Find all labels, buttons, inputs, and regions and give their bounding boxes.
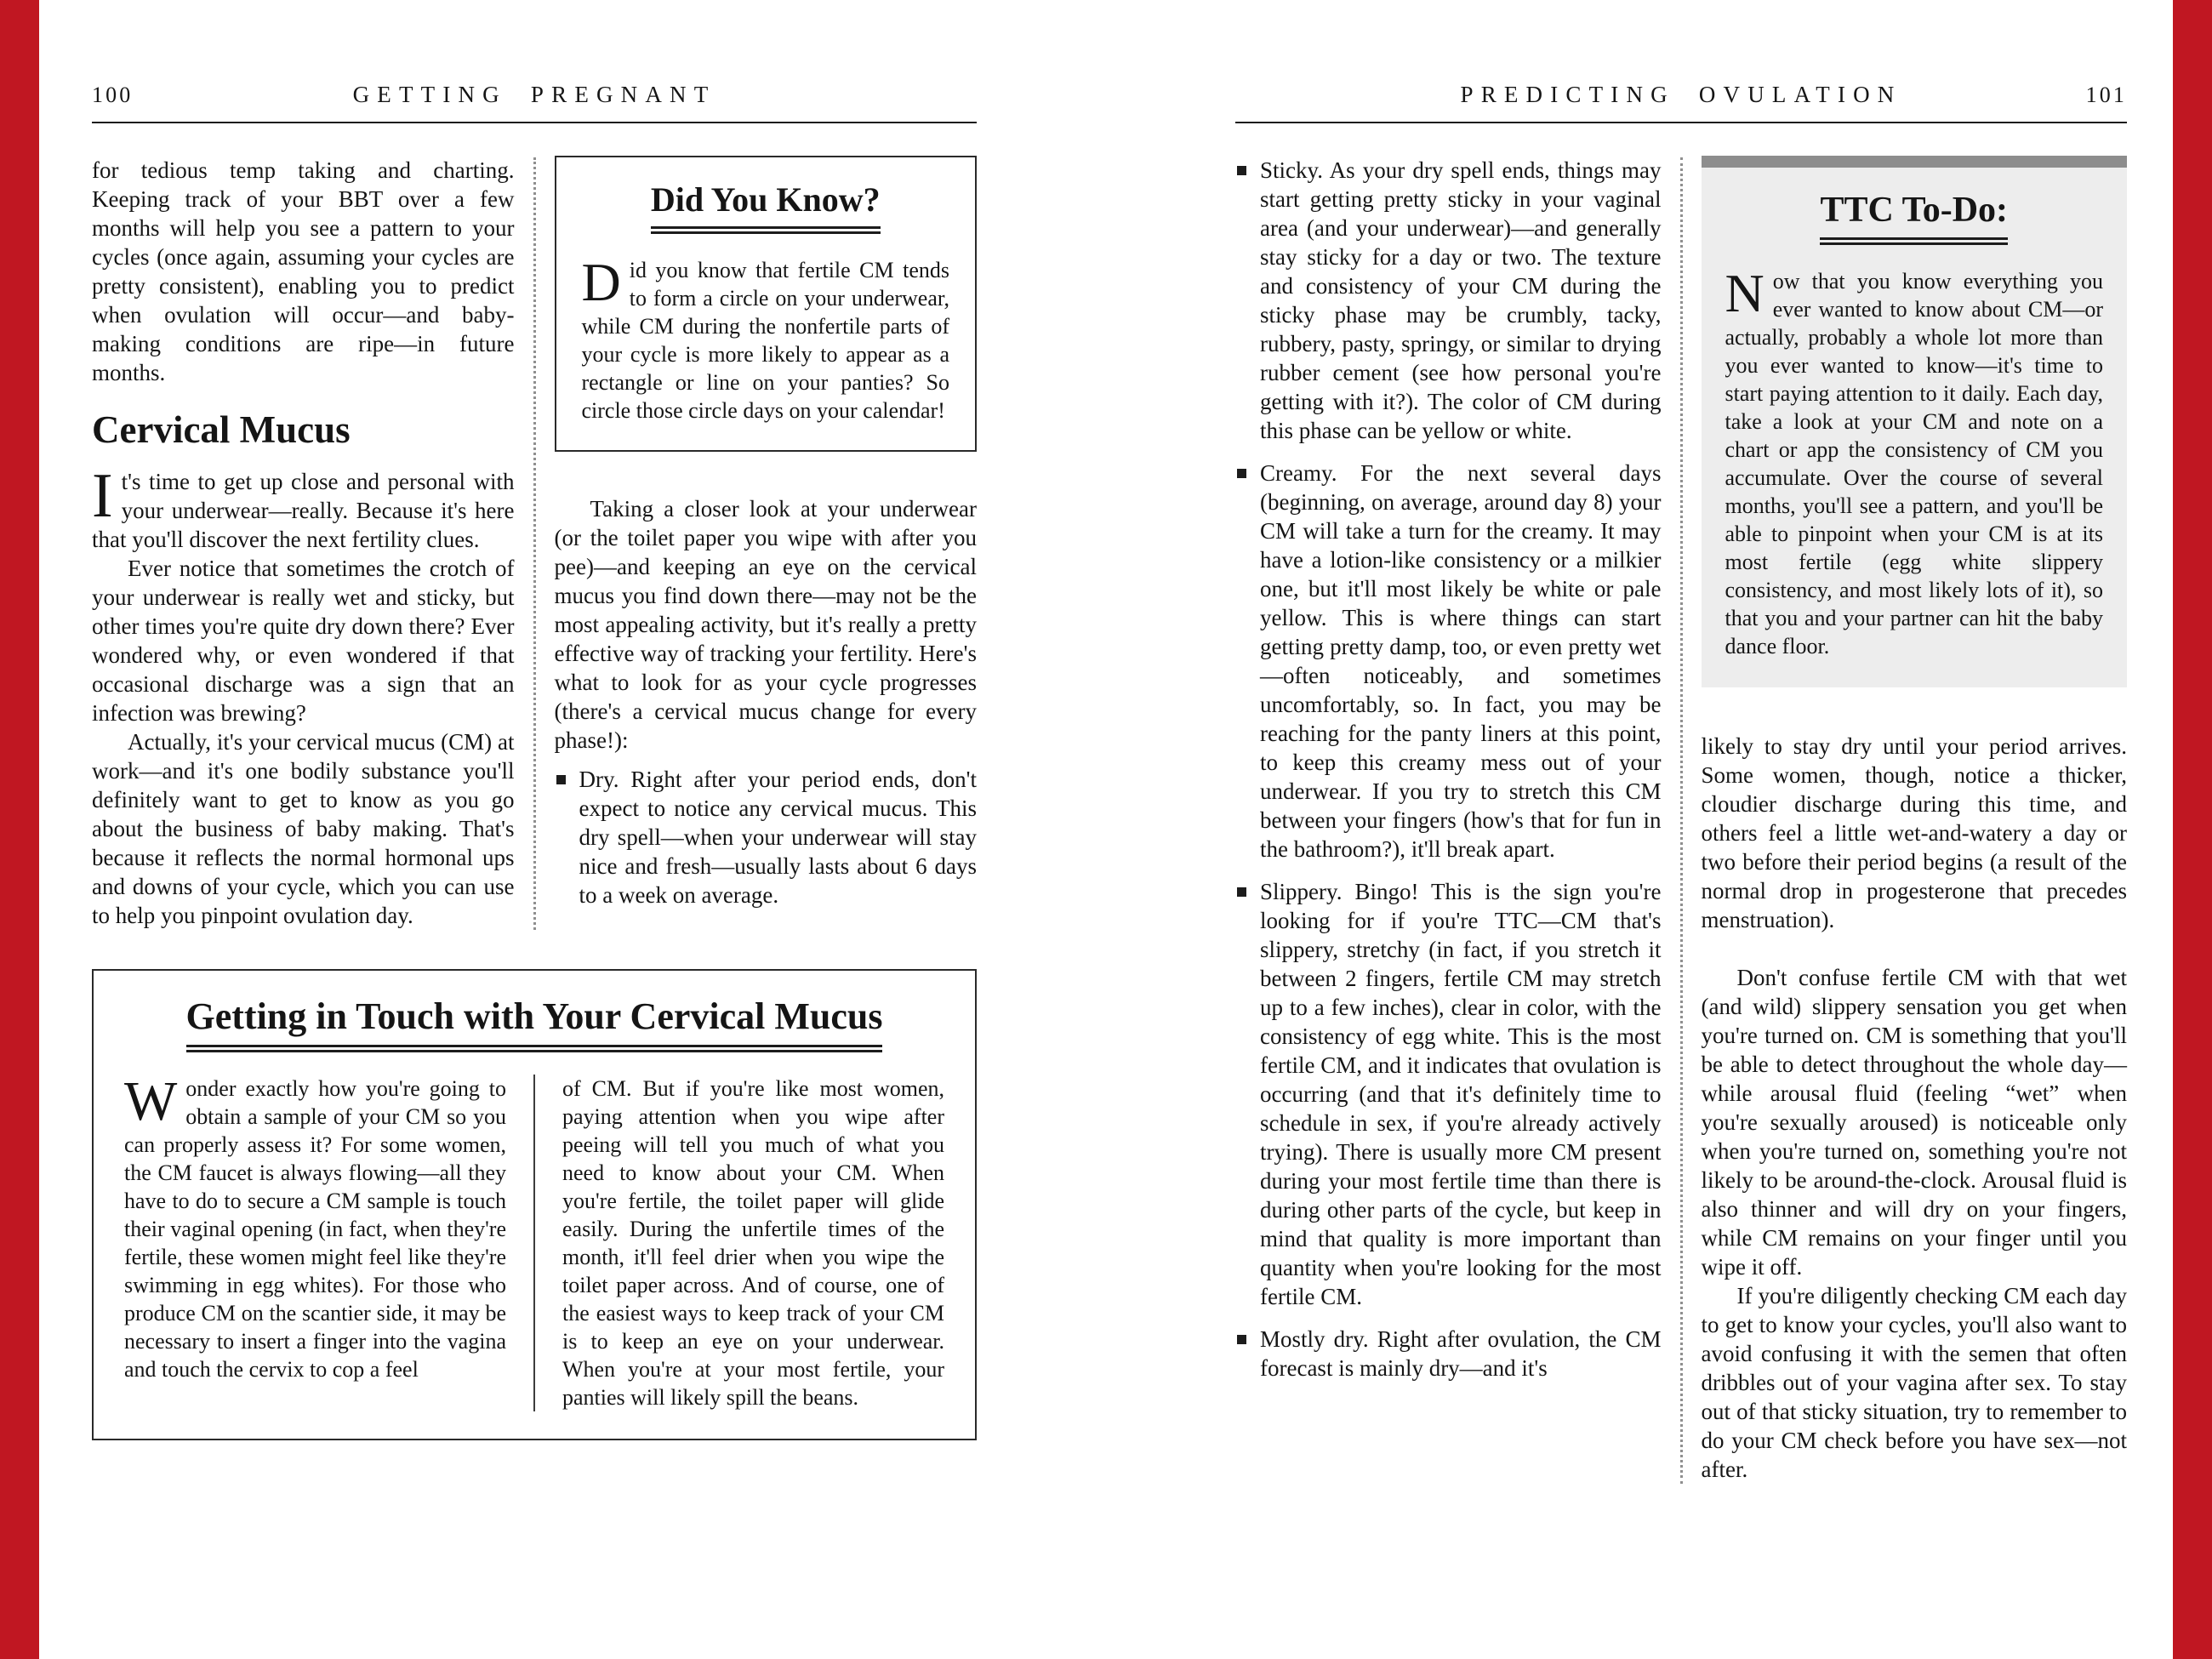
page-100 [92, 82, 977, 1440]
getting-in-touch-columns [124, 1069, 944, 1411]
did-you-know-box [555, 156, 978, 452]
dropcap-letter-w: W [124, 1069, 178, 1132]
bullet-item-creamy [1235, 459, 1662, 864]
ttc-to-do-title: TTC To-Do: [1820, 190, 2008, 245]
cervical-mucus-paragraph-1 [92, 460, 515, 554]
bullet-square-icon [1237, 1335, 1246, 1344]
bullet-square-icon [556, 775, 566, 784]
dropcap-letter-i: I [92, 460, 113, 531]
ttc-to-do-box [1702, 156, 2128, 687]
column-divider-dotted-left-page [533, 157, 536, 930]
bullet-item-slippery [1235, 877, 1662, 1311]
getting-in-touch-title-row [124, 995, 944, 1052]
bullet-square-icon [1237, 887, 1246, 897]
getting-in-touch-title: Getting in Touch with Your Cervical Mucus [186, 995, 883, 1052]
bullet-item-dry [555, 765, 978, 909]
getting-in-touch-column-2 [533, 1075, 944, 1411]
semen-paragraph: If you're diligently checking CM each day to get to know your cycles, you'll also want to avoid confusing it with the semen that often dribbles out of your vagina after sex. To stay out of that sticky situation, try to remember to do your CM check before you have sex—not after. [1701, 1283, 2127, 1482]
getting-in-touch-body-1 [124, 1069, 506, 1383]
did-you-know-body [581, 252, 950, 425]
bullet-text-mostly-dry: Mostly dry. Right after ovulation, the CM forecast is mainly dry—and it's [1260, 1326, 1662, 1381]
running-head-right: PREDICTING OVULATION [1460, 82, 1902, 107]
cervical-mucus-paragraph-2: Ever notice that sometimes the crotch of your underwear is really wet and sticky, but other times you're quite dry down there? Ever wondered why, or even wondered if that occasional discharge was a sign that an infection was brewing? [92, 555, 515, 726]
page-number-left: 100 [92, 83, 134, 107]
getting-in-touch-column-1 [124, 1069, 506, 1411]
bullet-text-creamy: Creamy. For the next several days (beginning, on average, around day 8) your CM will take a turn for the creamy. It may have a lotion-like consistency or a milkier one, but it'll most likely be white or pale yellow. This is where things can start getting pretty damp, too, or even pretty wet—often noticeably, and sometimes uncomfortably, so. In fact, you may be reaching for the panty liners at this point, to keep this creamy mess out of your underwear. If you try to stretch this CM between your fingers (how's that for fun in the bathroom?), it'll break apart. [1260, 460, 1662, 862]
section-heading-cervical-mucus: Cervical Mucus [92, 408, 351, 451]
page-number-right: 101 [2085, 83, 2127, 107]
paragraph-text: t's time to get up close and personal with your underwear—really. Because it's here that you'll discover the next fertility clues. [92, 468, 515, 552]
right-page-column-2 [1702, 156, 2128, 1484]
bullet-text-sticky: Sticky. As your dry spell ends, things may start getting pretty sticky in your vaginal area (and your underwear)—and generally stay sticky for a day or two. The texture and consistency of your CM during the sticky phase may be crumbly, tacky, rubbery, pasty, springy, or similar to drying rubber cement (see how personal you're getting with it?). The color of CM during this phase can be yellow or white. [1260, 157, 1662, 443]
running-header-left [92, 82, 977, 123]
dropcap-letter-n: N [1725, 263, 1764, 323]
dropcap-letter-d: D [581, 252, 621, 312]
book-cover-edge-right [2173, 0, 2212, 1659]
bullet-item-sticky [1235, 156, 1662, 445]
getting-in-touch-body-2: of CM. But if you're like most women, paying attention when you wipe after peeing will tell you much of what you need to know about your CM. When you're fertile, the toilet paper will glide easily. During the unfertile times of the month, it'll feel drier when you wipe the toilet paper across. And of course, one of the easiest ways to keep track of your CM is to keep an eye on your underwear. When you're at your most fertile, your panties will likely spill the beans. [562, 1075, 944, 1410]
left-page-column-2 [555, 156, 978, 930]
bullet-square-icon [1237, 166, 1246, 175]
left-page-column-1 [92, 156, 515, 930]
cervical-mucus-paragraph-3: Actually, it's your cervical mucus (CM) at work—and it's one bodily substance you'll definitely want to get to know as you go about the business of baby making. That's because it reflects the normal hormonal ups and downs of your cycle, which you can use to help you pinpoint ovulation day. [92, 728, 515, 928]
intro-paragraph: for tedious temp taking and charting. Keeping track of your BBT over a few months will help you see a pattern to your cycles (once again, assuming your cycles are pretty consistent), enabling you to predict when ovulation will occur—and baby-making conditions are ripe—in future months. [92, 157, 515, 385]
arousal-paragraph: Don't confuse fertile CM with that wet (and wild) slippery sensation you get when you're turned on. CM is something that you'll be able to detect throughout the whole day—while arousal fluid (feeling “wet” when you're sexually aroused) is noticeable only when you're turned on, something you're not likely to be around-the-clock. Arousal fluid is also thinner and will dry on your fingers, while CM remains on your finger until you wipe it off. [1701, 965, 2127, 1280]
continuation-paragraph: likely to stay dry until your period arrives. Some women, though, notice a thicker, cloudier discharge during this time, and others feel a little wet-and-watery a day or two before their period begins (a result of the normal drop in progesterone that precedes menstruation). [1701, 733, 2127, 932]
right-page-columns [1235, 156, 2127, 1484]
bullet-square-icon [1237, 469, 1246, 478]
paragraph-text: onder exactly how you're going to obtain a sample of your CM so you can properly assess it? For some women, the CM faucet is always flowing—all they have to do to secure a CM sample is touch their vaginal opening (in fact, when they're fertile, these women might feel like they're swimming in egg whites). For those who produce CM on the scantier side, it may be necessary to insert a finger into the vagina and touch the cervix to cop a feel [124, 1075, 506, 1382]
column-divider-dotted-right-page [1680, 157, 1683, 1484]
bullet-text-slippery: Slippery. Bingo! This is the sign you're looking for if you're TTC—CM that's slippery, stretchy (in fact, if you stretch it between 2 fingers, fertile CM may stretch up to a few inches), clear in color, with the consistency of egg white. This is the most fertile CM, and it indicates that ovulation is occurring (and that it's definitely time to schedule in sex, if you're already actively trying). There is usually more CM present during your most fertile time than there is during other parts of the cycle, but keep in mind that quality is more important than quantity when you're looking for the most fertile CM. [1260, 879, 1662, 1309]
paragraph-text: ow that you know everything you ever wanted to know about CM—or actually, probably a whole lot more than you ever wanted to know—it's time to start paying attention to it daily. Each day, take a look at your CM and note on a chart or app the consistency of CM you accumulate. Over the course of several months, you'll see a pattern, and you'll be able to pinpoint when your CM is at its most fertile (egg white slippery consistency, and most likely lots of it), so that you and your partner can hit the baby dance floor. [1725, 269, 2103, 658]
ttc-to-do-title-row [1725, 190, 2104, 245]
did-you-know-title: Did You Know? [651, 180, 881, 234]
bullet-text-dry: Dry. Right after your period ends, don't expect to notice any cervical mucus. This dry spell—when your underwear will stay nice and fresh—usually lasts about 6 days to a week on average. [579, 767, 977, 908]
closer-look-paragraph: Taking a closer look at your underwear (or the toilet paper you wipe with after you pee)—and keeping an eye on the cervical mucus you find down there—may not be the most appealing activity, but it's really a pretty effective way of tracking your fertility. Here's what to look for as your cycle progresses (there's a cervical mucus change for every phase!): [554, 496, 977, 753]
page-101 [1235, 82, 2127, 1484]
running-head-left: GETTING PREGNANT [352, 82, 716, 107]
book-cover-edge-left [0, 0, 39, 1659]
right-page-column-1 [1235, 156, 1662, 1484]
ttc-to-do-body [1725, 263, 2104, 660]
did-you-know-title-row [582, 180, 950, 234]
getting-in-touch-box [92, 969, 977, 1440]
paragraph-text: id you know that fertile CM tends to form a circle on your underwear, while CM during the nonfertile parts of your cycle is more likely to appear as a rectangle or line on your panties? So circle those circle days on your calendar! [581, 258, 949, 423]
running-header-right [1235, 82, 2127, 123]
left-page-columns [92, 156, 977, 930]
bullet-item-mostly-dry [1235, 1325, 1662, 1382]
